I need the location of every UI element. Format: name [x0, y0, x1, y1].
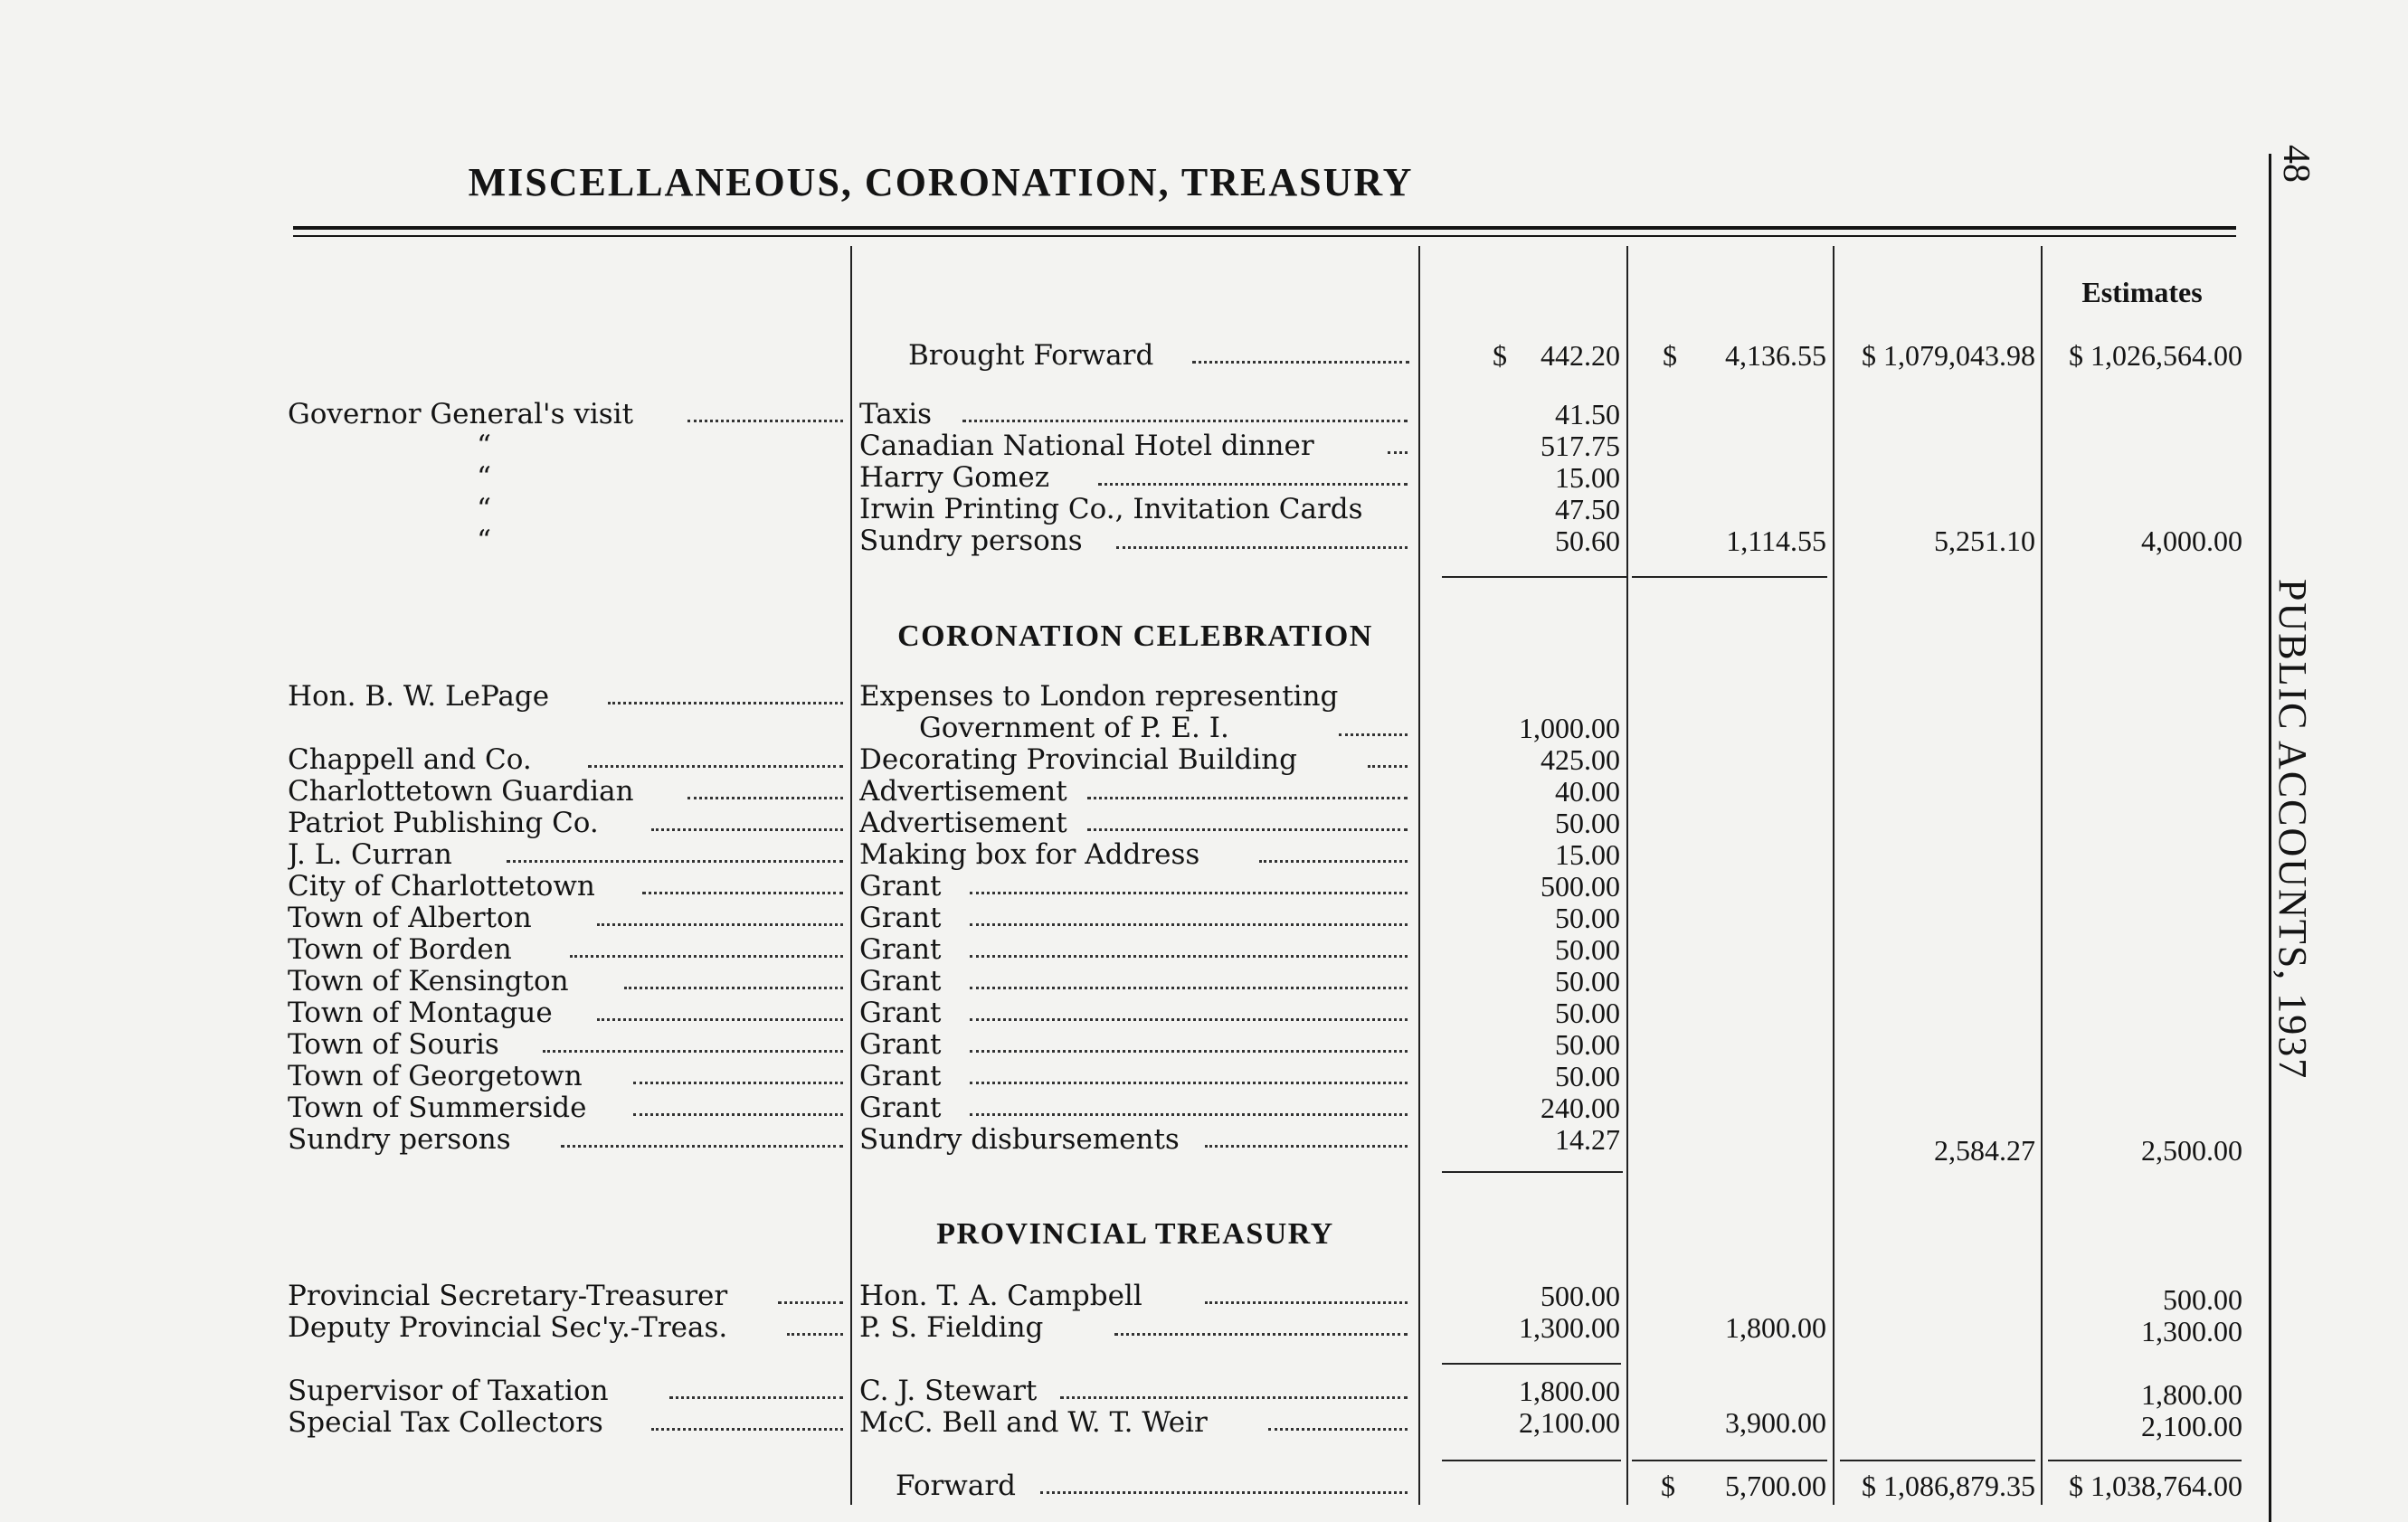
ledger-row [0, 871, 2243, 902]
estimate-cell: 2,500.00 [2141, 1135, 2242, 1166]
payee-cell: Provincial Secretary-Treasurer [288, 1281, 728, 1311]
leader-dots [588, 765, 843, 768]
page-title: MISCELLANEOUS, CORONATION, TREASURY [468, 160, 1414, 204]
amount-cell: 1,000.00 [1519, 713, 1620, 743]
estimate-cell: 1,300.00 [2141, 1316, 2242, 1347]
governor-visit-total-rule [1442, 576, 1627, 578]
leader-dots [1098, 483, 1408, 486]
ledger-row [0, 1407, 2243, 1442]
description-cell: Harry Gomez [859, 462, 1050, 493]
leader-dots [970, 1050, 1408, 1053]
ledger-row [0, 934, 2243, 965]
ledger-row [0, 1092, 2243, 1123]
description-cell: McC. Bell and W. T. Weir [859, 1407, 1208, 1438]
leader-dots [787, 1333, 843, 1336]
leader-dots [651, 828, 843, 831]
leader-dots [1388, 451, 1408, 454]
ledger-row [0, 1281, 2243, 1315]
payee-cell: Chappell and Co. [288, 744, 532, 775]
ledger-row [0, 430, 2243, 461]
ditto-mark: “ [477, 430, 491, 461]
leader-dots [1368, 765, 1408, 768]
amount-cell: 2,100.00 [1519, 1407, 1620, 1438]
leader-dots [669, 1396, 843, 1399]
page-number: 48 [2275, 145, 2317, 183]
amount-cell: 240.00 [1541, 1092, 1620, 1123]
ledger-row [0, 1375, 2243, 1410]
ledger-row [0, 839, 2243, 870]
amount-cell: 50.00 [1555, 903, 1620, 933]
amount-cell: 50.00 [1555, 1061, 1620, 1092]
treasury-group1-rule [1442, 1363, 1621, 1365]
estimate-cell: 500.00 [2163, 1284, 2242, 1315]
currency-symbol: $ [1663, 339, 1677, 372]
estimate-cell: 1,800.00 [2141, 1379, 2242, 1410]
description-cell: Government of P. E. I. [919, 713, 1229, 743]
leader-dots [507, 860, 843, 863]
leader-dots [1268, 1428, 1408, 1431]
leader-dots [970, 923, 1408, 926]
subtotal-cell: 1,114.55 [1726, 525, 1826, 556]
payee-cell: Deputy Provincial Sec'y.-Treas. [288, 1312, 728, 1343]
total-cell: $ 1,079,043.98 [1862, 340, 2035, 371]
leader-dots [1205, 1301, 1408, 1304]
description-cell: Grant [859, 903, 942, 933]
leader-dots [570, 955, 843, 958]
amount-cell: 15.00 [1555, 462, 1620, 493]
description-cell: Sundry persons [859, 525, 1083, 556]
leader-dots [1087, 828, 1408, 831]
leader-dots [597, 1018, 843, 1021]
ledger-row [0, 1029, 2243, 1060]
forward-label: Forward [896, 1470, 1016, 1501]
ditto-mark: “ [477, 494, 491, 525]
ledger-row [0, 997, 2243, 1028]
estimate-cell: $ 1,026,564.00 [2069, 340, 2242, 371]
total-cell: 5,251.10 [1934, 525, 2035, 556]
description-cell: Decorating Provincial Building [859, 744, 1297, 775]
payee-cell: Hon. B. W. LePage [288, 681, 550, 712]
description-cell: Grant [859, 997, 942, 1028]
subtotal-cell: 1,800.00 [1725, 1312, 1826, 1343]
leader-dots [633, 1082, 843, 1084]
amount-cell: 1,300.00 [1519, 1312, 1620, 1343]
amount-cell: 47.50 [1555, 494, 1620, 525]
ledger-row [0, 681, 2243, 712]
estimate-cell: 4,000.00 [2141, 525, 2242, 556]
amount-cell: 1,800.00 [1519, 1375, 1620, 1406]
leader-dots [597, 923, 843, 926]
ditto-mark: “ [477, 525, 491, 556]
amount-cell: 50.00 [1555, 997, 1620, 1028]
ledger-row [0, 525, 2243, 556]
payee-cell: Town of Alberton [288, 903, 532, 933]
forward-row [0, 1470, 2243, 1501]
coronation-total-rule [1442, 1171, 1623, 1173]
ledger-row [0, 808, 2243, 838]
coronation-heading: CORONATION CELEBRATION [897, 619, 1373, 653]
description-cell: Advertisement [859, 776, 1067, 807]
ledger-row [0, 1124, 2243, 1166]
leader-dots [970, 1113, 1408, 1116]
description-cell: Taxis [859, 399, 933, 430]
brought-forward-row [0, 340, 2243, 371]
amount-cell: 442.20 [1541, 340, 1620, 371]
leader-dots [687, 797, 843, 799]
subtotal-cell: 4,136.55 [1725, 340, 1826, 371]
payee-cell: Town of Georgetown [288, 1061, 583, 1092]
governor-visit-subtotal-rule [1632, 576, 1827, 578]
treasury-group2-rule-subtotal [1632, 1460, 1827, 1461]
estimates-header: Estimates [2081, 276, 2203, 308]
leader-dots [624, 987, 843, 989]
amount-cell: 517.75 [1541, 430, 1620, 461]
treasury-heading: PROVINCIAL TREASURY [936, 1217, 1334, 1251]
description-cell: Making box for Address [859, 839, 1200, 870]
leader-dots [1259, 860, 1408, 863]
ditto-mark: “ [477, 462, 491, 493]
leader-dots [1060, 1396, 1408, 1399]
amount-cell: 50.00 [1555, 1029, 1620, 1060]
title-rule-thin [293, 235, 2236, 237]
leader-dots [608, 702, 843, 704]
payee-cell: Governor General's visit [288, 399, 634, 430]
leader-dots [970, 892, 1408, 894]
subtotal-cell: 5,700.00 [1725, 1470, 1826, 1501]
ledger-row [0, 494, 2243, 525]
leader-dots [633, 1113, 843, 1116]
leader-dots [1040, 1491, 1408, 1494]
ledger-row [0, 903, 2243, 933]
amount-cell: 41.50 [1555, 399, 1620, 430]
leader-dots [543, 1050, 843, 1053]
payee-cell: Sundry persons [288, 1124, 511, 1155]
description-cell: P. S. Fielding [859, 1312, 1044, 1343]
leader-dots [970, 1082, 1408, 1084]
ledger-row [0, 966, 2243, 997]
payee-cell: Town of Borden [288, 934, 512, 965]
description-cell: Expenses to London representing [859, 681, 1339, 712]
amount-cell: 500.00 [1541, 871, 1620, 902]
ledger-row [0, 776, 2243, 807]
leader-dots [1192, 361, 1409, 364]
brought-forward-label: Brought Forward [908, 340, 1154, 371]
treasury-group2-rule-amount [1442, 1460, 1621, 1461]
description-cell: Irwin Printing Co., Invitation Cards [859, 494, 1363, 525]
description-cell: Advertisement [859, 808, 1067, 838]
description-cell: Sundry disbursements [859, 1124, 1180, 1155]
leader-dots [970, 987, 1408, 989]
description-cell: Grant [859, 1029, 942, 1060]
amount-cell: 14.27 [1555, 1124, 1620, 1155]
amount-cell: 425.00 [1541, 744, 1620, 775]
ledger-row [0, 1312, 2243, 1347]
ledger-row [0, 1061, 2243, 1092]
leader-dots [970, 1018, 1408, 1021]
leader-dots [687, 420, 843, 422]
description-cell: Canadian National Hotel dinner [859, 430, 1314, 461]
leader-dots [1205, 1145, 1408, 1148]
payee-cell: Town of Montague [288, 997, 553, 1028]
leader-dots [1087, 797, 1408, 799]
payee-cell: City of Charlottetown [288, 871, 595, 902]
ledger-row [0, 399, 2243, 430]
description-cell: Grant [859, 1092, 942, 1123]
amount-cell: 50.60 [1555, 525, 1620, 556]
leader-dots [561, 1145, 843, 1148]
title-rule-thick [293, 226, 2236, 230]
currency-symbol: $ [1493, 339, 1507, 372]
leader-dots [970, 955, 1408, 958]
description-cell: Hon. T. A. Campbell [859, 1281, 1142, 1311]
payee-cell: Special Tax Collectors [288, 1407, 603, 1438]
leader-dots [651, 1428, 843, 1431]
leader-dots [778, 1301, 843, 1304]
leader-dots [642, 892, 843, 894]
payee-cell: Town of Summerside [288, 1092, 587, 1123]
description-cell: Grant [859, 871, 942, 902]
description-cell: Grant [859, 934, 942, 965]
payee-cell: Town of Souris [288, 1029, 499, 1060]
description-cell: Grant [859, 1061, 942, 1092]
amount-cell: 500.00 [1541, 1281, 1620, 1311]
amount-cell: 15.00 [1555, 839, 1620, 870]
total-cell: $ 1,086,879.35 [1862, 1470, 2035, 1501]
estimate-cell: $ 1,038,764.00 [2069, 1470, 2242, 1501]
payee-cell: Town of Kensington [288, 966, 569, 997]
ledger-row [0, 462, 2243, 493]
estimate-cell: 2,100.00 [2141, 1411, 2242, 1442]
payee-cell: Supervisor of Taxation [288, 1375, 609, 1406]
payee-cell: Charlottetown Guardian [288, 776, 634, 807]
leader-dots [962, 420, 1408, 422]
leader-dots [1339, 733, 1408, 736]
description-cell: Grant [859, 966, 942, 997]
ledger-row [0, 744, 2243, 775]
forward-rule-total [1840, 1460, 2035, 1461]
payee-cell: Patriot Publishing Co. [288, 808, 599, 838]
subtotal-cell: 3,900.00 [1725, 1407, 1826, 1438]
ledger-row [0, 713, 2243, 743]
amount-cell: 50.00 [1555, 808, 1620, 838]
forward-rule-estimates [2048, 1460, 2242, 1461]
amount-cell: 50.00 [1555, 934, 1620, 965]
leader-dots [1116, 546, 1408, 549]
payee-cell: J. L. Curran [288, 839, 452, 870]
total-cell: 2,584.27 [1934, 1135, 2035, 1166]
currency-symbol: $ [1661, 1470, 1675, 1502]
description-cell: C. J. Stewart [859, 1375, 1038, 1406]
amount-cell: 40.00 [1555, 776, 1620, 807]
leader-dots [1114, 1333, 1408, 1336]
amount-cell: 50.00 [1555, 966, 1620, 997]
running-title: PUBLIC ACCOUNTS, 1937 [2271, 579, 2315, 1081]
